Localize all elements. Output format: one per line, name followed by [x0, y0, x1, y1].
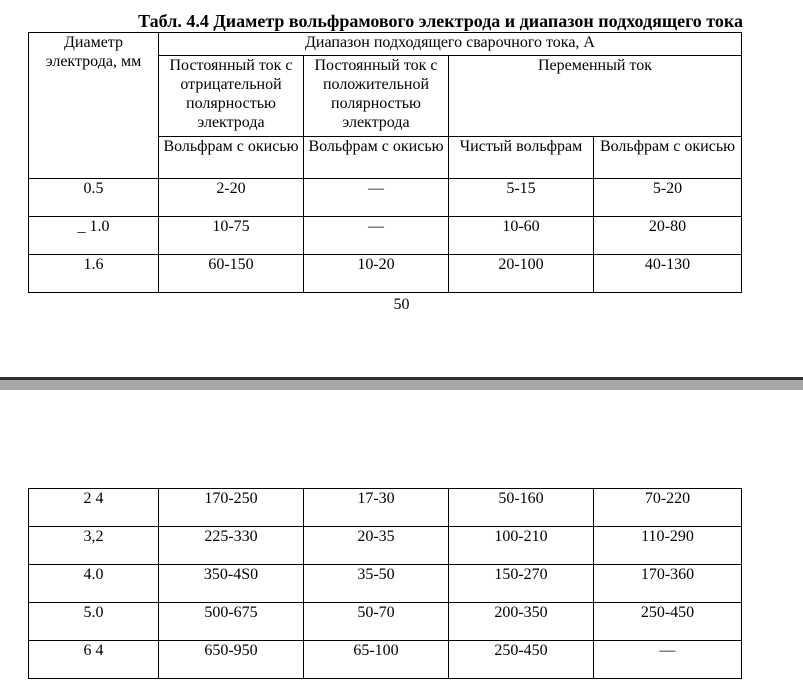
- table-caption: Табл. 4.4 Диаметр вольфрамового электрода и диапазон подходящего тока: [138, 11, 743, 31]
- cell-dc-negative: 170-250: [159, 489, 304, 527]
- header-dc-positive-sub: Вольфрам с окисью: [304, 137, 449, 179]
- cell-ac-pure: 50-160: [449, 489, 594, 527]
- header-row-1: [29, 33, 742, 56]
- cell-ac-oxide: 20-80: [594, 217, 742, 255]
- cell-ac-oxide: 170-360: [594, 565, 742, 603]
- cell-ac-pure: 250-450: [449, 641, 594, 679]
- cell-diameter: 1.6: [29, 255, 159, 293]
- cell-ac-oxide: 40-130: [594, 255, 742, 293]
- cell-dc-positive: —: [304, 179, 449, 217]
- cell-dc-positive: 35-50: [304, 565, 449, 603]
- cell-dc-positive: 65-100: [304, 641, 449, 679]
- cell-dc-negative: 500-675: [159, 603, 304, 641]
- table-row: [29, 565, 742, 603]
- cell-dc-negative: 650-950: [159, 641, 304, 679]
- table-row: [29, 603, 742, 641]
- cell-ac-pure: 200-350: [449, 603, 594, 641]
- table-row: [29, 217, 742, 255]
- cell-ac-pure: 20-100: [449, 255, 594, 293]
- cell-diameter: 0.5: [29, 179, 159, 217]
- cell-ac-oxide: 70-220: [594, 489, 742, 527]
- cell-ac-pure: 150-270: [449, 565, 594, 603]
- table-row: [29, 489, 742, 527]
- header-ac: Переменный ток: [449, 56, 742, 137]
- cell-dc-negative: 10-75: [159, 217, 304, 255]
- page-separator: [0, 377, 803, 390]
- cell-ac-pure: 5-15: [449, 179, 594, 217]
- current-range-table-top: [28, 32, 742, 293]
- header-ac-pure: Чистый вольфрам: [449, 137, 594, 179]
- cell-diameter: 4.0: [29, 565, 159, 603]
- header-diameter: Диаметр электрода, мм: [29, 33, 159, 179]
- cell-dc-positive: —: [304, 217, 449, 255]
- cell-diameter: 6 4: [29, 641, 159, 679]
- cell-ac-oxide: —: [594, 641, 742, 679]
- cell-dc-negative: 350-4S0: [159, 565, 304, 603]
- cell-dc-negative: 60-150: [159, 255, 304, 293]
- header-dc-negative: Постоянный ток с отрицательной полярностью электрода: [159, 56, 304, 137]
- cell-diameter: 5.0: [29, 603, 159, 641]
- cell-ac-oxide: 5-20: [594, 179, 742, 217]
- header-ac-oxide: Вольфрам с окисью: [594, 137, 742, 179]
- table-row: [29, 179, 742, 217]
- cell-dc-positive: 10-20: [304, 255, 449, 293]
- cell-dc-negative: 225-330: [159, 527, 304, 565]
- cell-diameter: 3,2: [29, 527, 159, 565]
- table-row: [29, 527, 742, 565]
- cell-ac-pure: 10-60: [449, 217, 594, 255]
- cell-ac-oxide: 110-290: [594, 527, 742, 565]
- table-row: [29, 255, 742, 293]
- cell-ac-pure: 100-210: [449, 527, 594, 565]
- header-dc-negative-sub: Вольфрам с окисью: [159, 137, 304, 179]
- header-range: Диапазон подходящего сварочного тока, А: [159, 33, 742, 56]
- table-row: [29, 641, 742, 679]
- current-range-table-bottom: [28, 488, 742, 679]
- cell-dc-negative: 2-20: [159, 179, 304, 217]
- cell-diameter: 2 4: [29, 489, 159, 527]
- header-dc-positive: Постоянный ток с положительной полярностью электрода: [304, 56, 449, 137]
- cell-dc-positive: 20-35: [304, 527, 449, 565]
- cell-dc-positive: 50-70: [304, 603, 449, 641]
- page-number: 50: [393, 296, 410, 313]
- cell-ac-oxide: 250-450: [594, 603, 742, 641]
- cell-dc-positive: 17-30: [304, 489, 449, 527]
- cell-diameter: _ 1.0: [29, 217, 159, 255]
